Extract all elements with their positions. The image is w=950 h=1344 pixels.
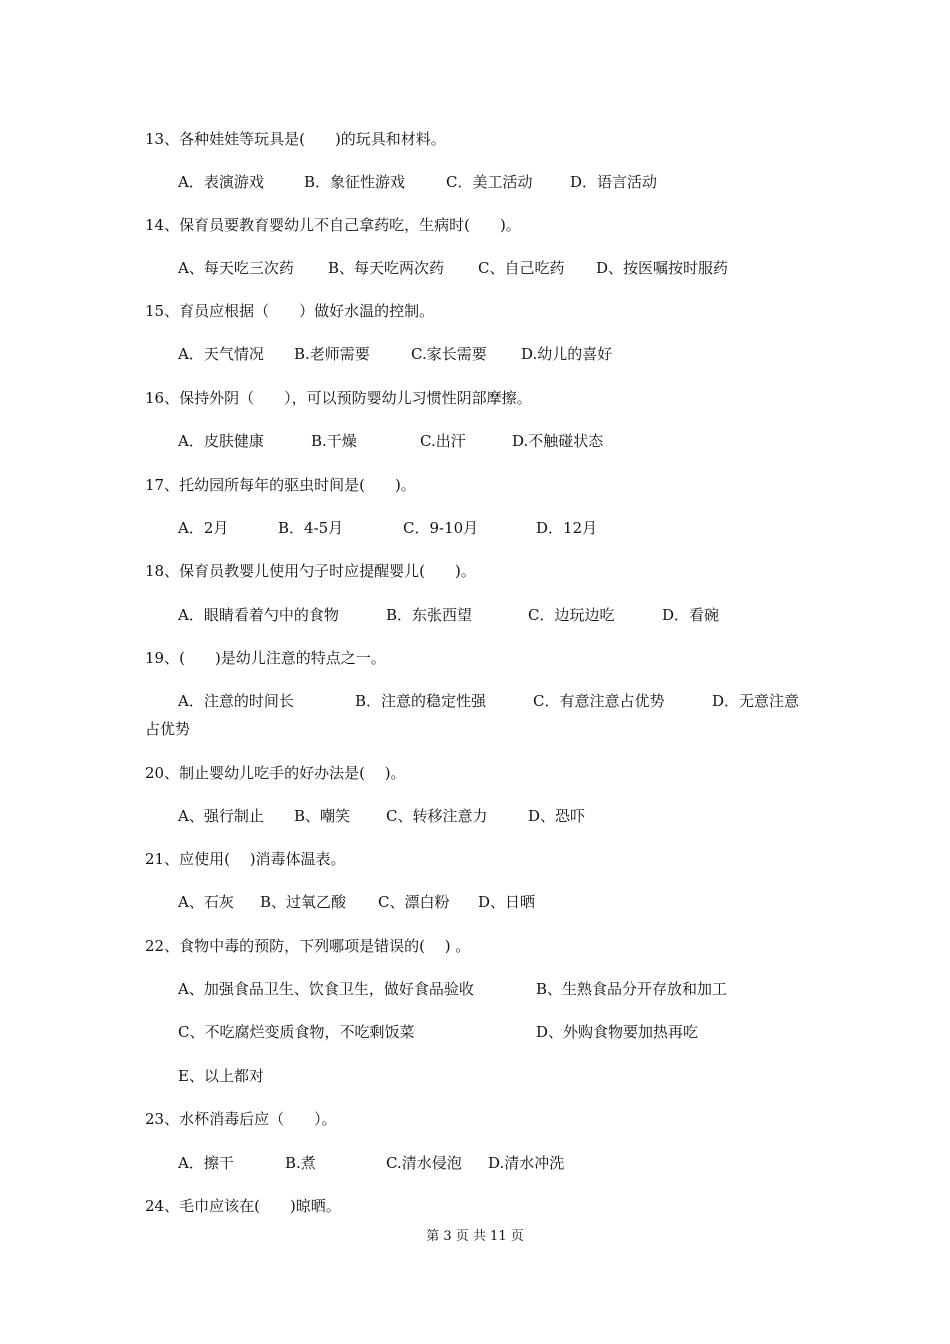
q21-option-a: A、石灰 xyxy=(178,893,234,911)
q15-option-d: D.幼儿的喜好 xyxy=(521,345,613,363)
q15-option-c: C.家长需要 xyxy=(411,345,487,363)
question-19-stem: 19、( )是幼儿注意的特点之一。 xyxy=(145,649,386,667)
q20-option-b: B、嘲笑 xyxy=(294,807,351,825)
q18-option-d: D．看碗 xyxy=(662,606,720,624)
question-23-stem: 23、水杯消毒后应（ ）。 xyxy=(145,1110,337,1128)
question-16-stem: 16、保持外阴（ ），可以预防婴幼儿习惯性阴部摩擦。 xyxy=(145,389,532,407)
question-17-stem: 17、托幼园所每年的驱虫时间是( )。 xyxy=(145,476,416,494)
q20-option-d: D、恐吓 xyxy=(528,807,586,825)
q14-option-c: C、自己吃药 xyxy=(478,259,565,277)
q23-option-d: D.清水冲洗 xyxy=(488,1154,565,1172)
q14-option-a: A、每天吃三次药 xyxy=(178,259,294,277)
q15-option-b: B.老师需要 xyxy=(294,345,370,363)
q15-option-a: A．天气情况 xyxy=(178,345,264,363)
q17-option-c: C．9-10月 xyxy=(403,519,479,537)
q21-option-c: C、漂白粉 xyxy=(378,893,450,911)
q17-option-a: A．2月 xyxy=(178,519,229,537)
question-18-stem: 18、保育员教婴儿使用勺子时应提醒婴儿( )。 xyxy=(145,562,476,580)
q19-option-a: A．注意的时间长 xyxy=(178,692,294,710)
q20-option-a: A、强行制止 xyxy=(178,807,264,825)
q22-option-d: D、外购食物要加热再吃 xyxy=(536,1023,699,1041)
q22-option-b: B、生熟食品分开存放和加工 xyxy=(536,980,728,998)
q17-option-b: B．4-5月 xyxy=(278,519,344,537)
q16-option-a: A．皮肤健康 xyxy=(178,432,264,450)
q22-option-c: C、不吃腐烂变质食物，不吃剩饭菜 xyxy=(178,1023,415,1041)
question-14-stem: 14、保育员要教育婴幼儿不自己拿药吃，生病时( )。 xyxy=(145,216,521,234)
q17-option-d: D．12月 xyxy=(536,519,598,537)
question-21-stem: 21、应使用( )消毒体温表。 xyxy=(145,850,346,868)
q14-option-d: D、按医嘱按时服药 xyxy=(596,259,729,277)
q16-option-c: C.出汗 xyxy=(420,432,466,450)
q20-option-c: C、转移注意力 xyxy=(386,807,488,825)
q19-option-d-continuation: 占优势 xyxy=(145,720,191,738)
question-20-stem: 20、制止婴幼儿吃手的好办法是( )。 xyxy=(145,764,406,782)
q19-option-d: D．无意注意 xyxy=(712,692,800,710)
q14-option-b: B、每天吃两次药 xyxy=(328,259,445,277)
q21-option-b: B、过氧乙酸 xyxy=(260,893,347,911)
q13-option-c: C．美工活动 xyxy=(446,173,533,191)
q18-option-b: B．东张西望 xyxy=(386,606,473,624)
q16-option-d: D.不触碰状态 xyxy=(512,432,604,450)
q23-option-a: A．擦干 xyxy=(178,1154,234,1172)
q19-option-b: B．注意的稳定性强 xyxy=(355,692,487,710)
q22-option-a: A、加强食品卫生、饮食卫生，做好食品验收 xyxy=(178,980,474,998)
q19-option-c: C．有意注意占优势 xyxy=(533,692,665,710)
q18-option-c: C．边玩边吃 xyxy=(528,606,615,624)
q13-option-d: D．语言活动 xyxy=(570,173,658,191)
question-24-stem: 24、毛巾应该在( )晾晒。 xyxy=(145,1197,341,1215)
q13-option-b: B．象征性游戏 xyxy=(304,173,406,191)
page-number-footer: 第 3 页 共 11 页 xyxy=(426,1229,524,1244)
q23-option-b: B.煮 xyxy=(285,1154,316,1172)
q18-option-a: A．眼睛看着勺中的食物 xyxy=(178,606,339,624)
q23-option-c: C.清水侵泡 xyxy=(386,1154,462,1172)
q13-option-a: A．表演游戏 xyxy=(178,173,264,191)
q22-option-e: E、以上都对 xyxy=(178,1067,264,1085)
question-15-stem: 15、育员应根据（ ）做好水温的控制。 xyxy=(145,302,435,320)
q16-option-b: B.干燥 xyxy=(311,432,357,450)
q21-option-d: D、日晒 xyxy=(478,893,536,911)
question-13-stem: 13、各种娃娃等玩具是( )的玩具和材料。 xyxy=(145,130,446,148)
question-22-stem: 22、食物中毒的预防，下列哪项是错误的( ) 。 xyxy=(145,937,471,955)
